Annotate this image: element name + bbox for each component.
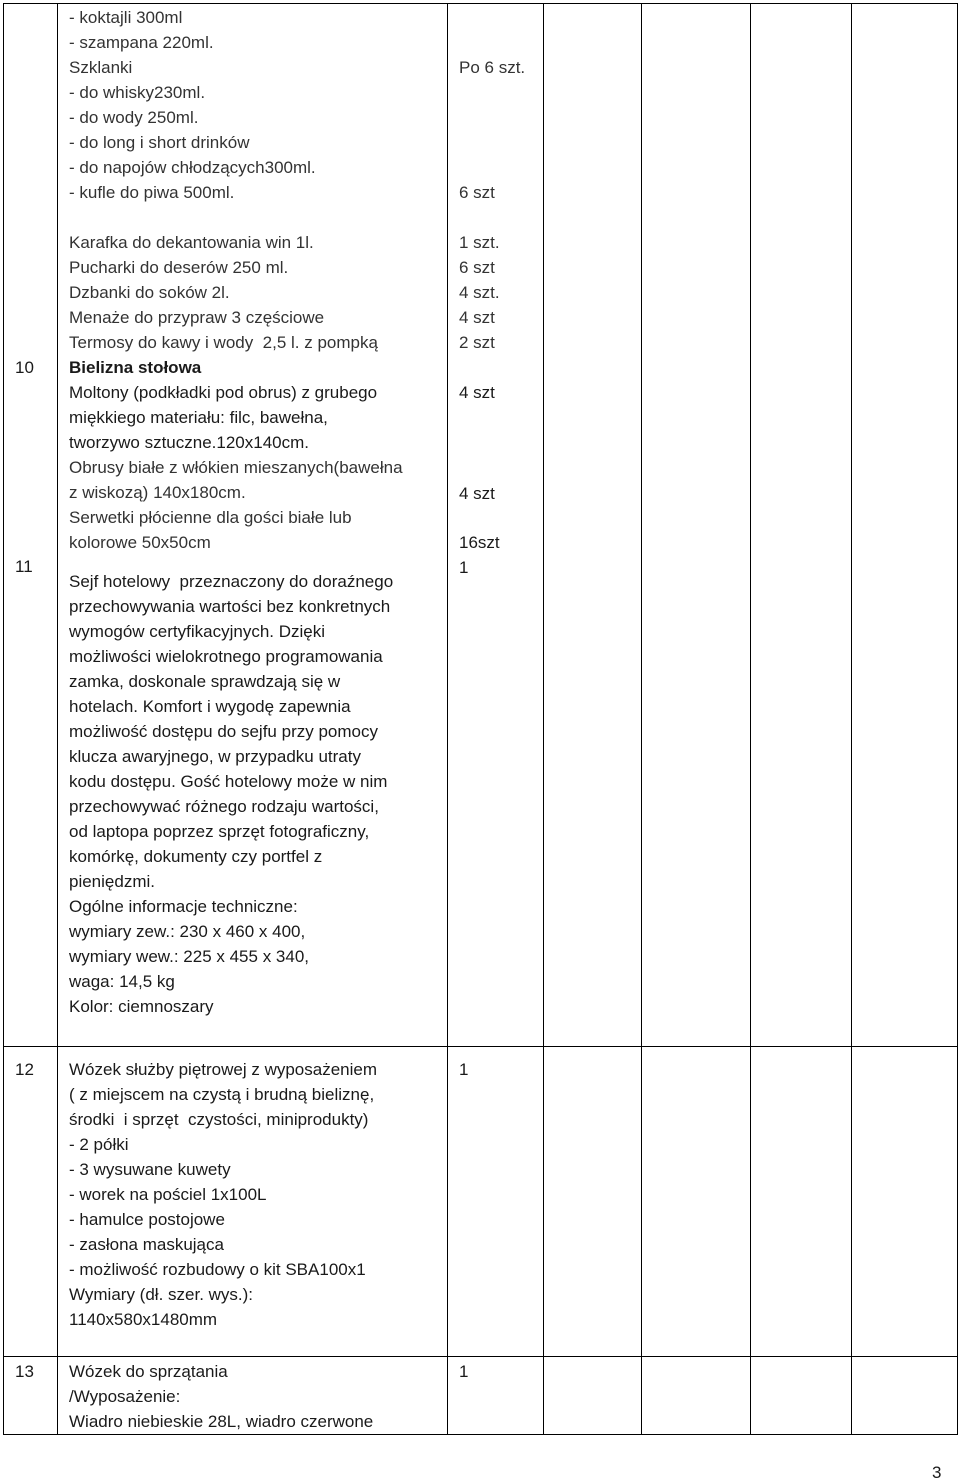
item-line: Ogólne informacje techniczne:: [69, 897, 298, 916]
item-line: możliwości wielokrotnego programowania: [69, 647, 383, 666]
row-divider: [3, 1046, 958, 1047]
column-divider: [447, 3, 448, 1435]
item-line: przechowywać różnego rodzaju wartości,: [69, 797, 379, 816]
item-line: zamka, doskonale sprawdzają się w: [69, 672, 341, 691]
item-line: wymiary wew.: 225 x 455 x 340,: [69, 947, 310, 966]
section-heading: Bielizna stołowa: [69, 358, 202, 377]
item-line: - możliwość rozbudowy o kit SBA100x1: [69, 1260, 366, 1279]
item-line: ( z miejscem na czystą i brudną bieliznę,: [69, 1085, 375, 1104]
item-line: - zasłona maskująca: [69, 1235, 224, 1254]
item-line: Obrusy białe z włókien mieszanych(bawełna: [69, 458, 403, 477]
quantity-cell: 6 szt: [459, 183, 495, 202]
item-line: 1140x580x1480mm: [69, 1310, 218, 1329]
item-line: hotelach. Komfort i wygodę zapewnia: [69, 697, 351, 716]
row-divider: [3, 1356, 958, 1357]
item-line: kolorowe 50x50cm: [69, 533, 211, 552]
item-line: - 3 wysuwane kuwety: [69, 1160, 231, 1179]
table-border-right: [957, 3, 958, 1435]
quantity-cell: 4 szt: [459, 383, 495, 402]
quantity-cell: 1: [459, 1060, 469, 1079]
quantity-cell: 4 szt: [459, 484, 495, 503]
table-border-left: [3, 3, 4, 1435]
item-line: /Wyposażenie:: [69, 1387, 181, 1406]
quantity-cell: 6 szt: [459, 258, 495, 277]
row-number: 10: [15, 358, 34, 377]
column-divider: [57, 3, 58, 1435]
item-line: pieniędzmi.: [69, 872, 155, 891]
item-line: - hamulce postojowe: [69, 1210, 225, 1229]
column-divider: [851, 3, 852, 1435]
item-line: Wiadro niebieskie 28L, wiadro czerwone: [69, 1412, 374, 1431]
item-line: Szklanki: [69, 58, 133, 77]
quantity-cell: 1: [459, 558, 469, 577]
quantity-cell: 16szt: [459, 533, 500, 552]
quantity-cell: 2 szt: [459, 333, 495, 352]
item-line: tworzywo sztuczne.120x140cm.: [69, 433, 309, 452]
item-line: Menaże do przypraw 3 częściowe: [69, 308, 325, 327]
quantity-cell: 1: [459, 1362, 469, 1381]
table-border-bottom: [3, 1434, 958, 1435]
item-line: Pucharki do deserów 250 ml.: [69, 258, 289, 277]
row-number: 12: [15, 1060, 34, 1079]
item-line: przechowywania wartości bez konkretnych: [69, 597, 391, 616]
item-line: Sejf hotelowy przeznaczony do doraźnego: [69, 572, 394, 591]
item-line: Moltony (podkładki pod obrus) z grubego: [69, 383, 378, 402]
item-line: możliwość dostępu do sejfu przy pomocy: [69, 722, 378, 741]
row-number: 13: [15, 1362, 34, 1381]
item-line: wymiary zew.: 230 x 460 x 400,: [69, 922, 306, 941]
item-line: Wózek służby piętrowej z wyposażeniem: [69, 1060, 378, 1079]
item-line: wymogów certyfikacyjnych. Dzięki: [69, 622, 326, 641]
item-line: miękkiego materiału: filc, bawełna,: [69, 408, 328, 427]
quantity-cell: 4 szt: [459, 308, 495, 327]
column-divider: [750, 3, 751, 1435]
item-line: - 2 półki: [69, 1135, 129, 1154]
item-line: - do napojów chłodzących300ml.: [69, 158, 316, 177]
item-line: Termosy do kawy i wody 2,5 l. z pompką: [69, 333, 378, 352]
item-line: kodu dostępu. Gość hotelowy może w nim: [69, 772, 388, 791]
item-line: - do whisky230ml.: [69, 83, 206, 102]
item-line: Dzbanki do soków 2l.: [69, 283, 230, 302]
quantity-cell: Po 6 szt.: [459, 58, 526, 77]
item-line: Kolor: ciemnoszary: [69, 997, 214, 1016]
item-line: - do wody 250ml.: [69, 108, 199, 127]
item-line: Karafka do dekantowania win 1l.: [69, 233, 314, 252]
item-line: - kufle do piwa 500ml.: [69, 183, 235, 202]
item-line: - worek na pościel 1x100L: [69, 1185, 267, 1204]
page-number: 3: [932, 1463, 942, 1482]
item-line: z wiskozą) 140x180cm.: [69, 483, 246, 502]
item-line: - szampana 220ml.: [69, 33, 214, 52]
column-divider: [543, 3, 544, 1435]
table-border-top: [3, 3, 958, 4]
item-line: Serwetki płócienne dla gości białe lub: [69, 508, 352, 527]
item-line: Wózek do sprzątania: [69, 1362, 228, 1381]
item-line: - koktajli 300ml: [69, 8, 183, 27]
quantity-cell: 1 szt.: [459, 233, 500, 252]
item-line: Wymiary (dł. szer. wys.):: [69, 1285, 254, 1304]
quantity-cell: 4 szt.: [459, 283, 500, 302]
item-line: od laptopa poprzez sprzęt fotograficzny,: [69, 822, 370, 841]
item-line: klucza awaryjnego, w przypadku utraty: [69, 747, 361, 766]
item-line: waga: 14,5 kg: [69, 972, 175, 991]
column-divider: [641, 3, 642, 1435]
item-line: - do long i short drinków: [69, 133, 250, 152]
row-number: 11: [15, 557, 33, 576]
item-line: środki i sprzęt czystości, miniprodukty): [69, 1110, 369, 1129]
item-line: komórkę, dokumenty czy portfel z: [69, 847, 323, 866]
